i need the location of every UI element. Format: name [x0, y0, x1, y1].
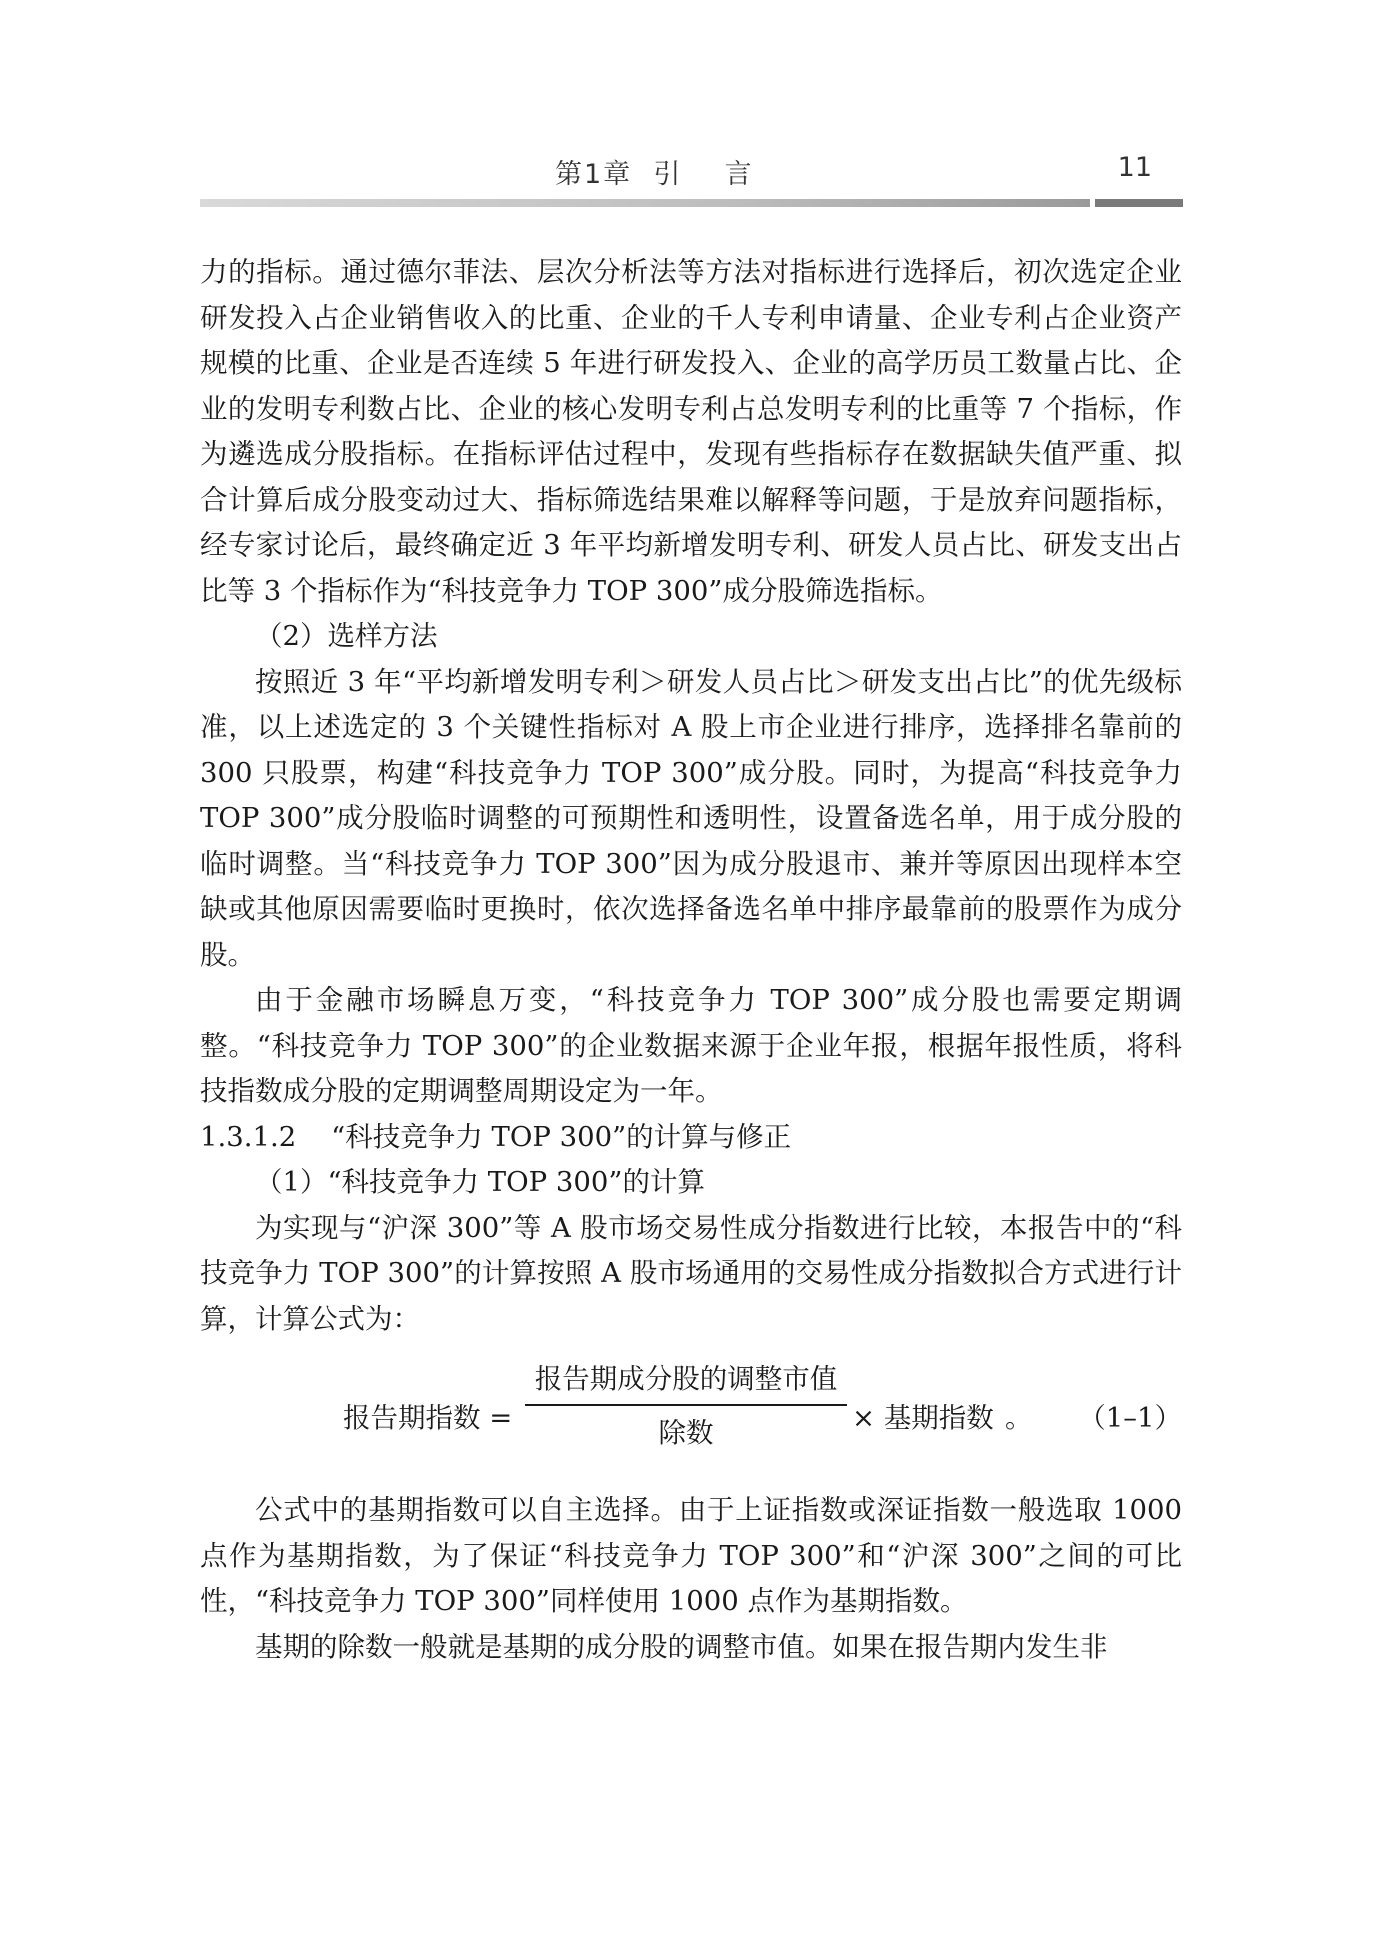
formula-rhs: × 基期指数: [852, 1402, 994, 1434]
paragraph: 公式中的基期指数可以自主选择。由于上证指数或深证指数一般选取 1000 点作为基期指数，为了保证“科技竞争力 TOP 300”和“沪深 300”之间的可比性，“科技竞争力 TOP 300”同样使用 1000 点作为基期指数。: [200, 1494, 1182, 1617]
paragraph: 由于金融市场瞬息万变，“科技竞争力 TOP 300”成分股也需要定期调整。“科技竞争力 TOP 300”的企业数据来源于企业年报，根据年报性质，将科技指数成分股的定期调整周期设定为一年。: [200, 984, 1182, 1107]
header-rule-tab: [1095, 199, 1183, 207]
fraction-bar: [525, 1404, 847, 1406]
formula-period: 。: [1005, 1402, 1033, 1434]
paragraph: 为实现与“沪深 300”等 A 股市场交易性成分指数进行比较，本报告中的“科技竞争力 TOP 300”的计算按照 A 股市场通用的交易性成分指数拟合方式进行计算，计算公式为：: [200, 1211, 1182, 1335]
paragraph: 基期的除数一般就是基期的成分股的调整市值。如果在报告期内发生非: [255, 1630, 1108, 1663]
header-rule: [200, 199, 1090, 207]
formula-lhs: 报告期指数 =: [343, 1402, 513, 1434]
formula-fraction: [525, 1356, 847, 1456]
paragraph: 力的指标。通过德尔菲法、层次分析法等方法对指标进行选择后，初次选定企业研发投入占企业销售收入的比重、企业的千人专利申请量、企业专利占企业资产规模的比重、企业是否连续 5 年进行研发投入、企业的高学历员工数量占比、企业的发明专利数占比、企业的核心发明专利占总发明专利的比重等 7 个指标，作为遴选成分股指标。在指标评估过程中，发现有些指标存在数据缺失值严重、拟合计算后成分股变动过大、指标筛选结果难以解释等问题，于是放弃问题指标，经专家讨论后，最终确定近 3 年平均新增发明专利、研发人员占比、研发支出占比等 3 个指标作为“科技竞争力 TOP 300”成分股筛选指标。: [200, 256, 1182, 607]
formula-numerator: 报告期成分股的调整市值: [534, 1363, 838, 1395]
subheading-selection-method: （2）选样方法: [255, 620, 438, 652]
formula-denominator: 除数: [658, 1417, 714, 1449]
page-number: 11: [1117, 152, 1152, 183]
section-heading: 1.3.1.2 “科技竞争力 TOP 300”的计算与修正: [200, 1120, 792, 1153]
formula-block: [200, 1356, 1182, 1488]
page-body: [200, 250, 1182, 1670]
paragraph: 按照近 3 年“平均新增发明专利＞研发人员占比＞研发支出占比”的优先级标准，以上述选定的 3 个关键性指标对 A 股上市企业进行排序，选择排名靠前的 300 只股票，构建“科技竞争力 TOP 300”成分股。同时，为提高“科技竞争力 TOP 300”成分股临时调整的可预期性和透明性，设置备选名单，用于成分股的临时调整。当“科技竞争力 TOP 300”因为成分股退市、兼并等原因出现样本空缺或其他原因需要临时更换时，依次选择备选名单中排序最靠前的股票作为成分股。: [200, 665, 1182, 971]
subheading-calculation: （1）“科技竞争力 TOP 300”的计算: [255, 1166, 705, 1198]
equation-number: （1–1）: [1078, 1402, 1182, 1434]
page-header: [200, 152, 1182, 212]
chapter-title: 第1章 引 言: [555, 159, 754, 190]
